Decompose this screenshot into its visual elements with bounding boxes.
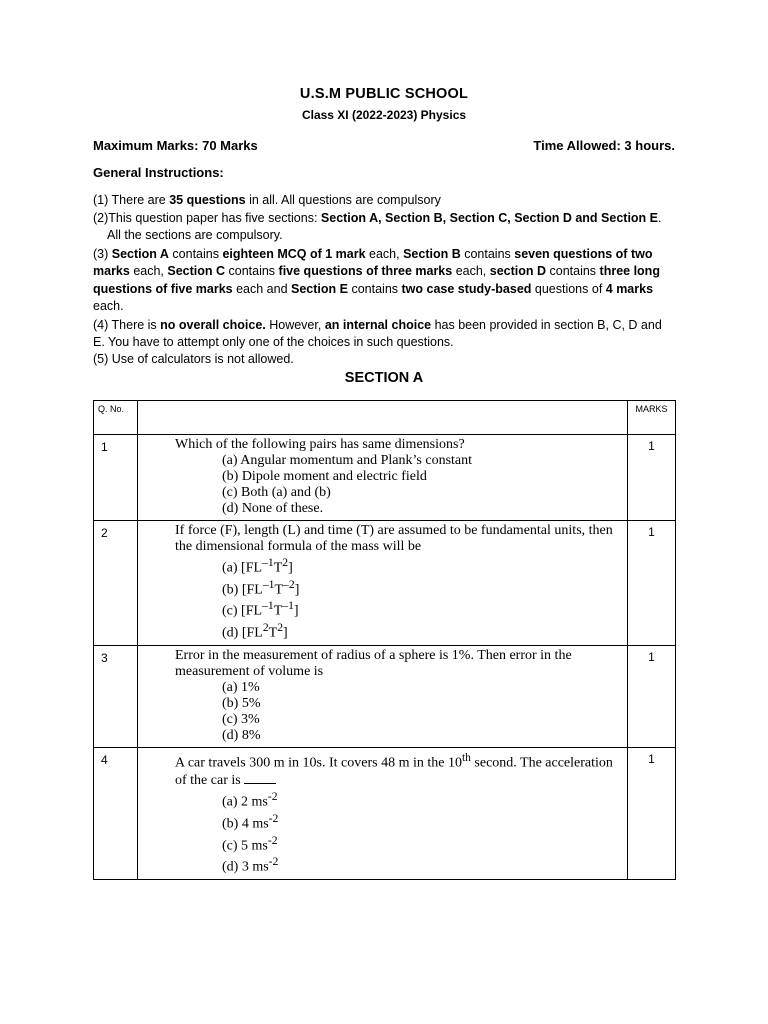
question-number: 1 <box>94 435 138 521</box>
max-marks: Maximum Marks: 70 Marks <box>93 138 258 153</box>
table-row <box>94 521 676 646</box>
class-line: Class XI (2022-2023) Physics <box>301 108 467 122</box>
option: (d) $[FL^2T^2]$ <box>222 620 288 641</box>
option: (a) 2 $ms^{-2}$ <box>222 790 278 810</box>
question-body <box>138 435 628 521</box>
table-row <box>94 435 676 521</box>
option: (d) None of these. <box>222 501 324 516</box>
instruction-4: (4) There is no overall choice. However, an internal choice has been provided in section B, C, D and E. You have to attempt only one of the choices in such questions. <box>93 318 662 350</box>
instruction-2: (2)This question paper has five sections: Section A, Section B, Section C, Section D and Section E. All the sections are compulsory. <box>93 211 662 243</box>
option: (d) 3 $ms^{-2}$ <box>222 855 279 875</box>
option: (b) 5% <box>222 695 261 711</box>
question-text: Error in the measurement of radius of a sphere is 1%. Then error in the measurement of volume is <box>175 647 572 679</box>
instruction-1: (1) There are 35 questions in all. All questions are compulsory <box>93 193 441 207</box>
question-marks: 1 <box>628 435 676 521</box>
question-body <box>138 747 628 879</box>
questions-table <box>93 400 676 880</box>
question-text: A car travels 300 m in 10s. It covers 48 m in the 10th second. The acceleration of the car is <box>175 751 613 789</box>
question-marks: 1 <box>628 645 676 747</box>
general-instructions-heading: General Instructions: <box>93 165 224 180</box>
answer-blank <box>244 771 276 784</box>
question-body <box>138 521 628 646</box>
question-number: 2 <box>94 521 138 646</box>
question-header <box>138 401 628 435</box>
section-a-heading: SECTION A <box>344 370 424 386</box>
option: (a) $[FL^{-1}T^2]$ <box>222 556 293 576</box>
option: (c) Both (a) and (b) <box>222 485 331 500</box>
option: (c) $[FL^{-1}T^{-1}]$ <box>222 599 299 619</box>
question-text: Which of the following pairs has same dimensions? <box>175 437 465 452</box>
time-allowed: Time Allowed: 3 hours. <box>533 138 675 153</box>
option: (a) Angular momentum and Plank’s constant <box>222 453 473 468</box>
option: (b) 4 $ms^{-2}$ <box>222 811 279 832</box>
option: (d) 8% <box>222 727 261 743</box>
question-text: If force (F), length (L) and time (T) are assumed to be fundamental units, then the dimensional formula of the mass will be <box>175 523 613 554</box>
table-row <box>94 747 676 879</box>
question-number: 3 <box>94 645 138 747</box>
option: (b) Dipole moment and electric field <box>222 469 427 484</box>
instruction-3: (3) Section A contains eighteen MCQ of 1 mark each, Section B contains seven questions of two marks each, Section C contains five questions of three marks each, section D contains three long questions of five marks each and Section E contains two case study-based questions of 4 marks each. <box>93 247 660 314</box>
marks-time-row <box>93 138 675 153</box>
question-body <box>138 645 628 747</box>
option: (c) 5 $ms^{-2}$ <box>222 833 278 854</box>
question-marks: 1 <box>628 747 676 879</box>
school-name: U.S.M PUBLIC SCHOOL <box>299 86 469 102</box>
marks-header: MARKS <box>628 401 676 435</box>
table-row <box>94 645 676 747</box>
option: (b) $[FL^{-1}T^{-2}]$ <box>222 577 300 598</box>
option: (c) 3% <box>222 711 260 727</box>
table-header-row <box>94 401 676 435</box>
instruction-5: (5) Use of calculators is not allowed. <box>93 352 294 366</box>
question-marks: 1 <box>628 521 676 646</box>
qno-header: Q. No. <box>94 401 138 435</box>
option: (a) 1% <box>222 679 260 695</box>
question-number: 4 <box>94 747 138 879</box>
